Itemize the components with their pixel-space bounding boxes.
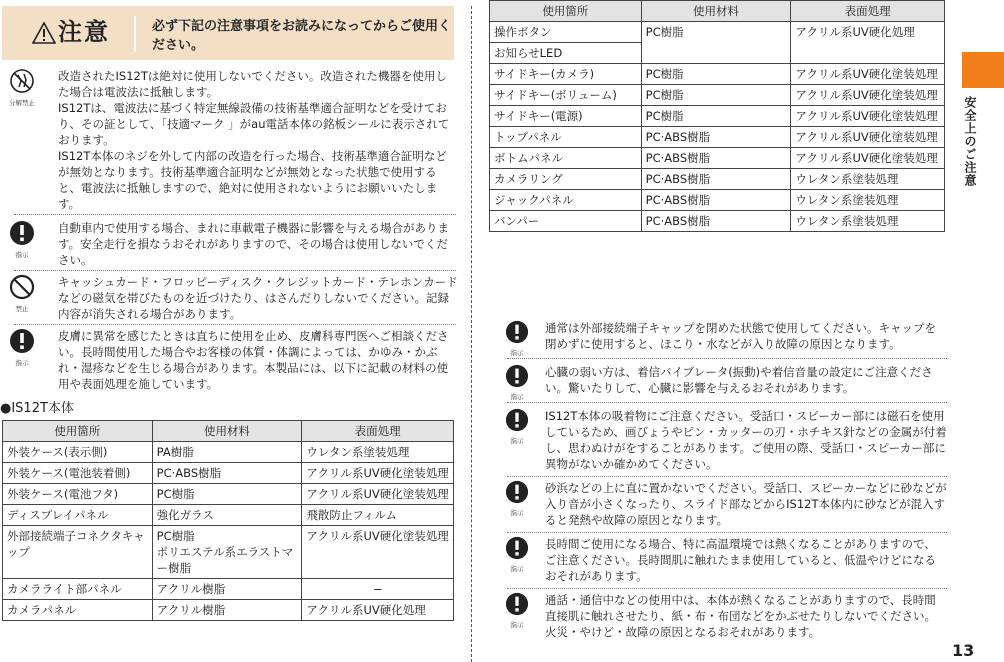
icon-caption: 指示 <box>510 621 524 629</box>
cell-place: カメラパネル <box>3 600 153 621</box>
note-paragraph: 通常は外部接続端子キャップを閉めた状態で使用してください。キャップを閉めずに使用すると、ほこり・水などが入り故障の原因となります。 <box>545 321 936 351</box>
materials-table-left <box>2 420 454 621</box>
cell-material: PC樹脂 ポリエステル系エラストマー樹脂 <box>152 526 302 579</box>
instruction-icon <box>505 592 529 616</box>
cell-finish: アクリル系UV硬化塗装処理 <box>791 64 945 85</box>
icon-caption: 指示 <box>510 393 524 401</box>
table-row <box>490 22 945 43</box>
note-divider <box>507 476 947 477</box>
cell-place: トップパネル <box>490 127 642 148</box>
instruction-icon <box>9 220 35 246</box>
cell-place: 操作ボタン <box>490 22 642 43</box>
cell-finish: アクリル系UV硬化塗装処理 <box>302 484 454 505</box>
chapter-title: 安全上のご注意 <box>963 96 977 187</box>
note-divider <box>14 270 456 271</box>
cell-material: アクリル樹脂 <box>152 579 302 600</box>
chapter-tab <box>962 52 1004 88</box>
cell-finish: ウレタン系塗装処理 <box>791 169 945 190</box>
table-row <box>3 579 454 600</box>
cell-material: PC樹脂 <box>641 106 791 127</box>
cell-finish: アクリル系UV硬化処理 <box>791 22 945 64</box>
icon-caption: 禁止 <box>15 305 29 313</box>
cell-material: PC樹脂 <box>641 22 791 64</box>
table-row <box>3 600 454 621</box>
instruction-icon <box>505 536 529 560</box>
table-row <box>490 169 945 190</box>
icon-caption: 指示 <box>15 359 29 367</box>
note-paragraph: IS12T本体の吸着物にご注意ください。受話口・スピーカー部には磁石を使用しているため、画びょうやピン・カッターの刃・ホチキス針などの金属が付着し、思わぬけがをすることがあります。ご使用の際、受話口・スピーカー部に異物がないか確かめてください。 <box>545 409 947 471</box>
table-row <box>490 190 945 211</box>
cell-finish: アクリル系UV硬化塗装処理 <box>791 106 945 127</box>
prohibited-icon <box>9 274 35 300</box>
table-row <box>490 127 945 148</box>
instruction-icon <box>505 480 529 504</box>
cell-place: サイドキー(ボリューム) <box>490 85 642 106</box>
table-row <box>3 442 454 463</box>
note-paragraph: 長時間ご使用になる場合、特に高温環境では熱くなることがありますので、ご注意ください。長時間肌に触れたまま使用していると、低温やけどになるおそれがあります。 <box>545 537 936 583</box>
table-row <box>3 463 454 484</box>
header-finish: 表面処理 <box>302 421 454 442</box>
table-row <box>490 211 945 232</box>
icon-caption: 分解禁止 <box>9 99 35 107</box>
note-paragraph: 改造されたIS12Tは絶対に使用しないでください。改造された機器を使用した場合は電波法に抵触します。 <box>58 69 447 99</box>
icon-caption: 指示 <box>510 437 524 445</box>
note-paragraph: 自動車内で使用する場合、まれに車載電子機器に影響を与える場合があります。安全走行を損なうおそれがありますので、その場合は使用しないでください。 <box>58 221 449 267</box>
cell-place: サイドキー(電源) <box>490 106 642 127</box>
cell-finish: アクリル系UV硬化塗装処理 <box>791 85 945 106</box>
cell-material: PC·ABS樹脂 <box>641 211 791 232</box>
cell-finish: アクリル系UV硬化塗装処理 <box>302 526 454 579</box>
note-paragraph: IS12Tは、電波法に基づく特定無線設備の技術基準適合証明などを受けており、その証として、「技適マーク 」がau電話本体の銘板シールに表示されております。 <box>58 101 450 147</box>
cell-finish: アクリル系UV硬化塗装処理 <box>791 148 945 169</box>
cell-place: ジャックパネル <box>490 190 642 211</box>
page-number: 13 <box>952 641 975 660</box>
table-row <box>490 85 945 106</box>
header-place: 使用箇所 <box>3 421 153 442</box>
cell-place: 外部接続端子コネクタキャップ <box>3 526 153 579</box>
table-row <box>3 526 454 579</box>
icon-caption: 指示 <box>15 251 29 259</box>
cell-material: アクリル樹脂 <box>152 600 302 621</box>
caution-banner <box>2 6 454 60</box>
cell-finish: ウレタン系塗装処理 <box>302 442 454 463</box>
table-row <box>490 64 945 85</box>
cell-place: 外装ケース(表示側) <box>3 442 153 463</box>
note-paragraph: 砂浜などの上に直に置かないでください。受話口、スピーカーなどに砂などが入り音が小さくなったり、スライド部などからIS12T本体内に砂などが混入すると発熱や故障の原因となります。 <box>545 481 947 527</box>
note-paragraph: IS12T本体のネジを外して内部の改造を行った場合、技術基準適合証明などが無効となります。技術基準適合証明などが無効となった状態で使用すると、電波法に抵触しますので、絶対に使用されないようにお願いいたします。 <box>58 149 447 211</box>
cell-material: 強化ガラス <box>152 505 302 526</box>
cell-finish: ウレタン系塗装処理 <box>791 211 945 232</box>
cell-finish: アクリル系UV硬化処理 <box>302 600 454 621</box>
cell-place: ボトムパネル <box>490 148 642 169</box>
note-divider <box>507 588 947 589</box>
table-header-row <box>3 421 454 442</box>
icon-caption: 指示 <box>510 565 524 573</box>
instruction-icon <box>505 320 529 344</box>
header-material: 使用材料 <box>641 1 791 22</box>
cell-material: PC樹脂 <box>152 484 302 505</box>
cell-place: 外装ケース(電池装着側) <box>3 463 153 484</box>
instruction-icon <box>9 328 35 354</box>
cell-material: PC樹脂 <box>641 85 791 106</box>
cell-finish: アクリル系UV硬化塗装処理 <box>791 127 945 148</box>
cell-material: PC·ABS樹脂 <box>152 463 302 484</box>
icon-caption: 指示 <box>510 349 524 357</box>
table-row <box>490 106 945 127</box>
header-material: 使用材料 <box>152 421 302 442</box>
header-place: 使用箇所 <box>490 1 642 22</box>
table-header-row <box>490 1 945 22</box>
note-icon-wrap <box>2 68 42 107</box>
cell-material: PC樹脂 <box>641 64 791 85</box>
cell-material: PC·ABS樹脂 <box>641 190 791 211</box>
no-disassembly-icon <box>9 68 35 94</box>
note-paragraph: 皮膚に異常を感じたときは直ちに使用を止め、皮膚科専門医へご相談ください。長時間使用した場合やお客様の体質・体調によっては、かゆみ・かぶれ・湿疹などを生じる場合があります。本製品には、以下に記載の材料の使用や表面処理を施しています。 <box>58 329 449 391</box>
cell-material: PA樹脂 <box>152 442 302 463</box>
cell-place: サイドキー(カメラ) <box>490 64 642 85</box>
table-row <box>3 505 454 526</box>
cell-material: PC·ABS樹脂 <box>641 169 791 190</box>
column-divider <box>471 6 472 662</box>
note-divider <box>507 402 947 403</box>
caution-message: 必ず下記の注意事項をお読みになってからご使用ください。 <box>152 19 452 53</box>
cell-material: PC·ABS樹脂 <box>641 148 791 169</box>
note-paragraph: キャッシュカード・フロッピーディスク・クレジットカード・テレホンカードなどの磁気を帯びたものを近づけたり、はさんだりしないでください。記録内容が消失される場合があります。 <box>58 275 458 321</box>
cell-place: ディスプレイパネル <box>3 505 153 526</box>
note-paragraph: 心臓の弱い方は、着信バイブレータ(振動)や着信音量の設定にご注意ください。驚いたりして、心臓に影響を与えるおそれがあります。 <box>545 365 933 395</box>
cell-place: バンパー <box>490 211 642 232</box>
header-finish: 表面処理 <box>791 1 945 22</box>
warning-triangle-icon <box>32 22 56 44</box>
cell-place: カメラライト部パネル <box>3 579 153 600</box>
banner-separator <box>134 16 136 52</box>
note-divider <box>14 214 456 215</box>
cell-finish: 飛散防止フィルム <box>302 505 454 526</box>
section-title: ●IS12T本体 <box>0 401 74 416</box>
instruction-icon <box>505 408 529 432</box>
materials-table-right <box>489 0 945 232</box>
instruction-icon <box>505 364 529 388</box>
cell-place: お知らせLED <box>490 43 642 64</box>
cell-finish: アクリル系UV硬化塗装処理 <box>302 463 454 484</box>
cell-finish: ウレタン系塗装処理 <box>791 190 945 211</box>
table-row <box>3 484 454 505</box>
note-paragraph: 通話・通信中などの使用中は、本体が熱くなることがありますので、長時間直接肌に触れさせたり、紙・布・布団などをかぶせたりしないでください。火災・やけど・故障の原因となるおそれがあります。 <box>545 593 936 639</box>
cell-finish: − <box>302 579 454 600</box>
note-divider <box>14 324 456 325</box>
table-row <box>490 148 945 169</box>
caution-title: 注意 <box>58 18 110 46</box>
cell-place: 外装ケース(電池フタ) <box>3 484 153 505</box>
cell-place: カメラリング <box>490 169 642 190</box>
note-divider <box>507 358 947 359</box>
note-divider <box>507 532 947 533</box>
cell-material: PC·ABS樹脂 <box>641 127 791 148</box>
icon-caption: 指示 <box>510 509 524 517</box>
